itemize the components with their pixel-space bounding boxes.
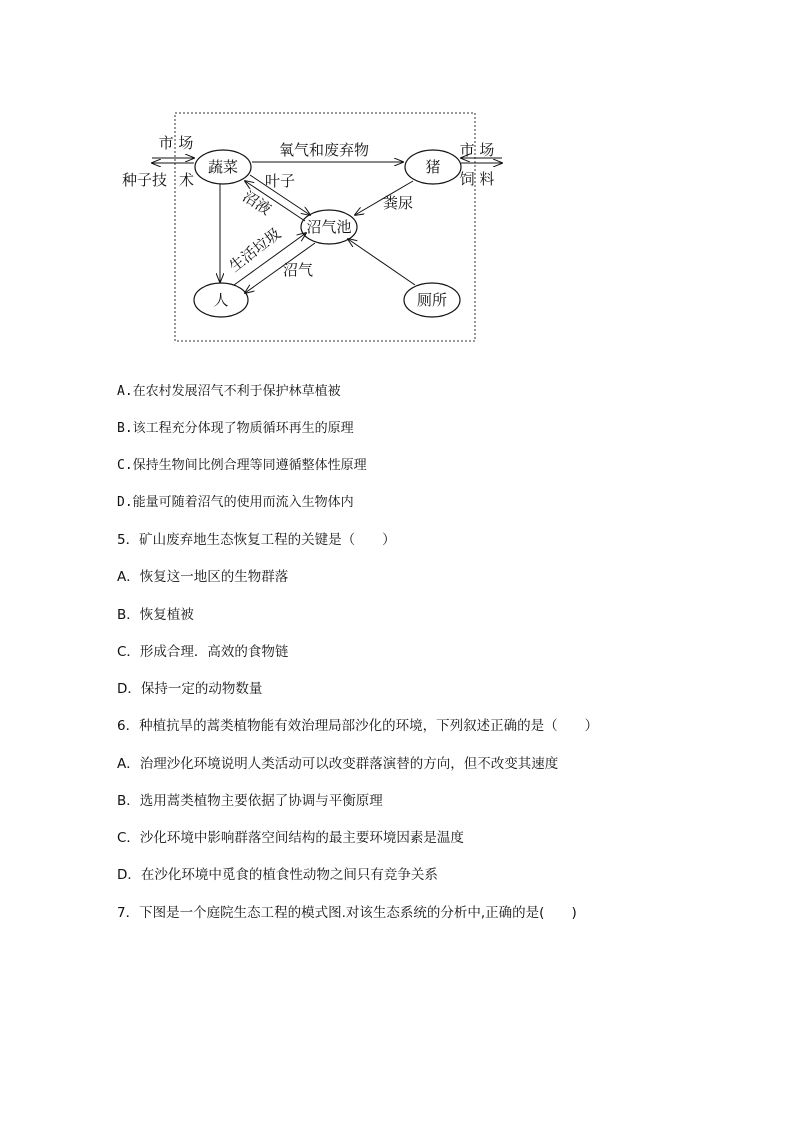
label-market-right: 市 场 [459,141,495,159]
q6-option-c: C．沙化环境中影响群落空间结构的最主要环境因素是温度 [117,830,464,846]
q5-option-a: A．恢复这一地区的生物群落 [117,569,289,585]
ecosystem-diagram-svg [110,105,510,350]
label-market-left: 市 场 [158,134,194,152]
label-biogas: 沼气 [282,261,314,279]
q6-option-d: D．在沙化环境中觅食的植食性动物之间只有竞争关系 [117,867,438,883]
q5-option-b: B．恢复植被 [117,607,194,623]
label-seed-tech: 种子技 [122,171,168,189]
q5-option-c: C．形成合理．高效的食物链 [117,644,289,660]
q4-option-b: B.该工程充分体现了物质循环再生的原理 [117,421,354,436]
q4-option-c: C.保持生物间比例合理等同遵循整体性原理 [117,458,367,473]
label-manure: 粪尿 [382,194,414,212]
node-toilet-label: 厕所 [416,291,448,309]
q6-stem: 6．种植抗旱的蒿类植物能有效治理局部沙化的环境，下列叙述正确的是（ ） [117,718,599,734]
label-household-garbage: 生活垃圾 [225,224,285,276]
ecosystem-diagram [110,105,510,350]
arrow-toilet-biogas [348,239,415,285]
q4-option-d: D.能量可随着沼气的使用而流入生物体内 [117,495,354,510]
label-leaves: 叶子 [264,172,296,190]
label-biogas-liquid: 沼液 [239,187,275,219]
node-biogas-pool-label: 沼气池 [306,218,352,236]
node-person-label: 人 [213,291,229,309]
q6-option-b: B．选用蒿类植物主要依据了协调与平衡原理 [117,793,383,809]
q5-stem: 5．矿山废弃地生态恢复工程的关键是（ ） [117,532,396,548]
node-vegetables-label: 蔬菜 [207,158,239,176]
q7-stem: 7．下图是一个庭院生态工程的模式图.对该生态系统的分析中,正确的是( ) [117,905,577,921]
label-tech-tail: 术 [179,171,195,189]
label-oxygen-waste: 氧气和废弃物 [278,141,370,159]
q4-option-a: A.在农村发展沼气不利于保护林草植被 [117,384,341,399]
label-feed: 饲 料 [459,170,495,188]
node-pig-label: 猪 [425,158,441,176]
q6-option-a: A．治理沙化环境说明人类活动可以改变群落演替的方向，但不改变其速度 [117,756,559,772]
q5-option-d: D．保持一定的动物数量 [117,681,263,697]
